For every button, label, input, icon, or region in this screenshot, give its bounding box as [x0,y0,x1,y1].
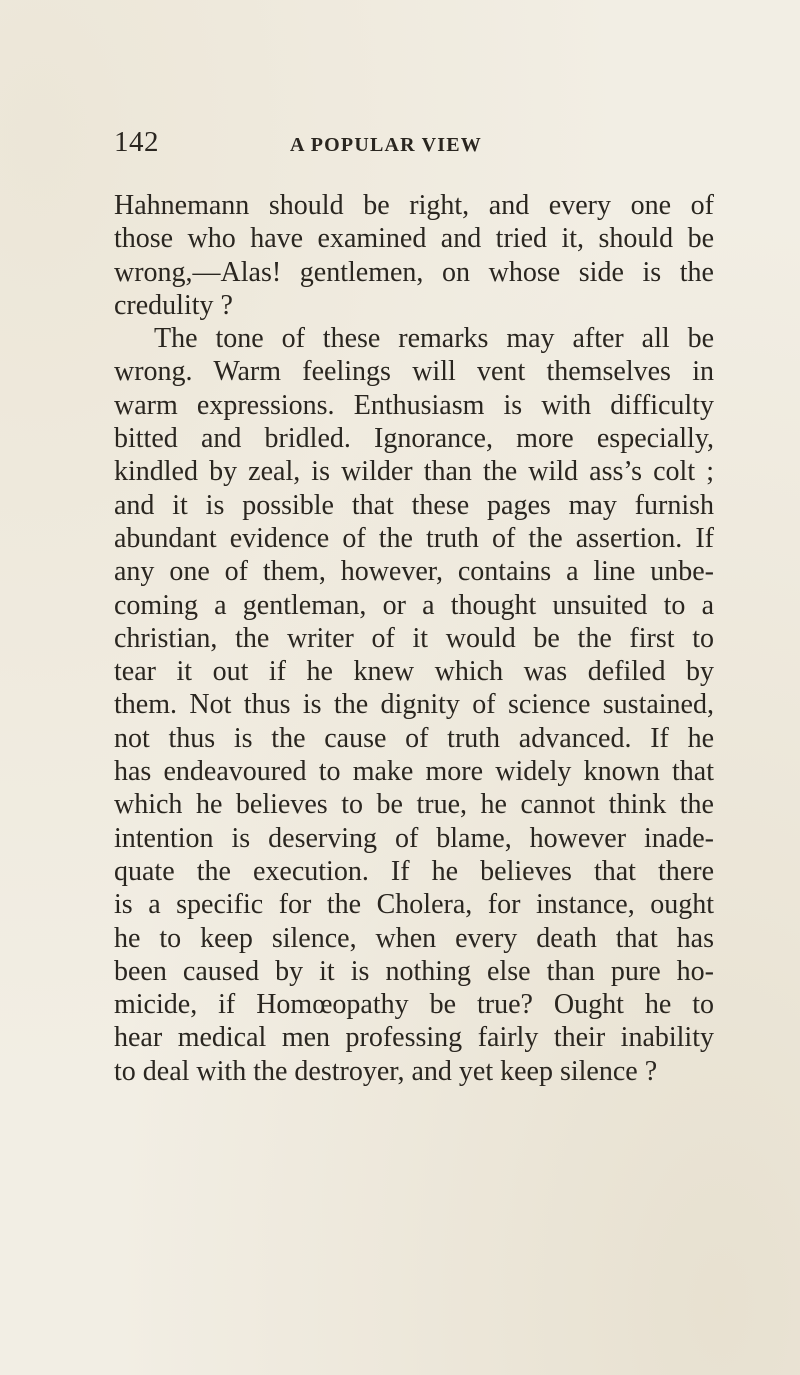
text-line: is a specific for the Cholera, for instance, ought [114,889,714,921]
text-line: micide, if Homœopathy be true? Ought he to [114,989,714,1021]
text-line: been caused by it is nothing else than pure ho- [114,955,714,987]
text-line: bitted and bridled. Ignorance, more especially, [114,423,714,455]
text-line: wrong. Warm feelings will vent themselves in [114,356,714,388]
text-line: quate the execution. If he believes that there [114,855,714,887]
running-title: A POPULAR VIEW [290,134,483,156]
text-line: has endeavoured to make more widely known that [114,756,714,788]
text-line: he to keep silence, when every death that has [114,922,714,954]
text-line: wrong,—Alas! gentlemen, on whose side is the [114,256,714,288]
text-line: credulity ? [114,289,233,321]
page-number: 142 [114,126,159,158]
text-line: intention is deserving of blame, however inade- [114,822,714,854]
text-line: those who have examined and tried it, should be [114,223,714,255]
text-line: christian, the writer of it would be the first to [114,622,714,654]
text-line: Hahnemann should be right, and every one of [114,190,714,221]
running-head [114,126,714,162]
text-line: The tone of these remarks may after all be [154,323,714,355]
text-line: and it is possible that these pages may furnish [114,489,714,521]
text-line: not thus is the cause of truth advanced. If he [114,722,714,754]
text-line: warm expressions. Enthusiasm is with difficulty [114,389,714,421]
text-line: which he believes to be true, he cannot think the [114,789,714,821]
text-line: any one of them, however, contains a line unbe- [114,556,714,588]
body-text [114,189,714,1088]
text-line: hear medical men professing fairly their inability [114,1022,714,1054]
text-line: coming a gentleman, or a thought unsuited to a [114,589,714,621]
text-line: abundant evidence of the truth of the assertion. If [114,522,714,554]
text-line: tear it out if he knew which was defiled by [114,656,714,688]
text-line: to deal with the destroyer, and yet keep silence ? [114,1055,658,1087]
text-line: them. Not thus is the dignity of science sustained, [114,689,714,721]
text-line: kindled by zeal, is wilder than the wild ass’s colt ; [114,456,714,488]
